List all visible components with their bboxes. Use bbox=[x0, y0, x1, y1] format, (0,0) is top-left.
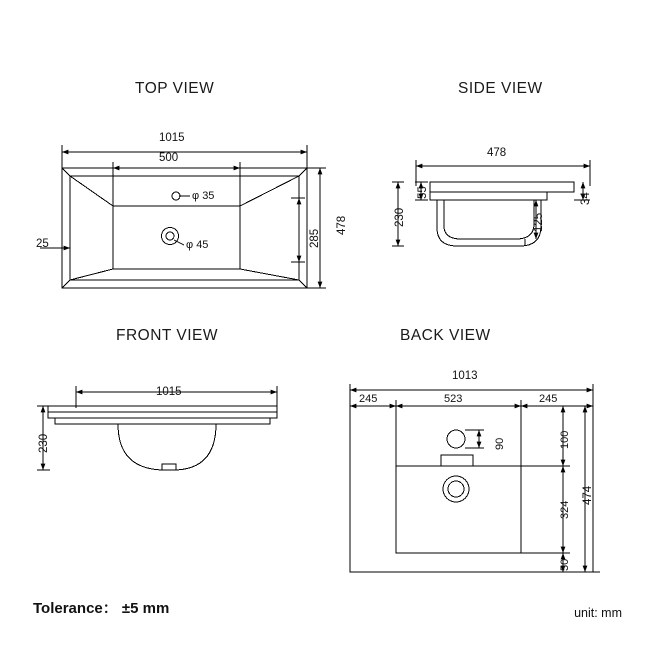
top-view-dimensions bbox=[40, 145, 326, 288]
back-view-top-to-hole-label: 100 bbox=[559, 430, 571, 449]
back-view-left-margin-label: 245 bbox=[359, 393, 378, 405]
side-view-geometry bbox=[430, 182, 574, 246]
top-view-large-hole-label: φ 45 bbox=[186, 239, 209, 251]
top-view-small-hole-label: φ 35 bbox=[192, 190, 215, 202]
top-view-depth-overall-label: 478 bbox=[336, 215, 348, 235]
side-view-depth-label: 478 bbox=[487, 147, 507, 159]
back-view-hole-dia-label: 90 bbox=[494, 437, 506, 450]
top-view-depth-inner-label: 285 bbox=[309, 228, 321, 248]
front-view-dimensions bbox=[37, 386, 277, 470]
side-view-title: SIDE VIEW bbox=[458, 80, 543, 97]
side-view-edge-label: 34 bbox=[580, 192, 592, 205]
back-view-dimensions bbox=[350, 384, 600, 572]
front-view-geometry bbox=[48, 406, 277, 470]
top-view-title: TOP VIEW bbox=[135, 80, 215, 97]
side-view-height-label: 230 bbox=[394, 207, 406, 227]
front-view-height-label: 230 bbox=[38, 433, 50, 453]
back-view-title: BACK VIEW bbox=[400, 327, 491, 344]
front-view-title: FRONT VIEW bbox=[116, 327, 219, 344]
back-view-height-label: 474 bbox=[582, 485, 594, 505]
back-view-center-width-label: 523 bbox=[444, 393, 463, 405]
side-view-rim-height-label: 55 bbox=[417, 186, 429, 199]
back-view-bottom-label: 50 bbox=[559, 558, 571, 571]
front-view-width-label: 1015 bbox=[156, 386, 182, 398]
back-view-mid-height-label: 324 bbox=[559, 500, 571, 519]
top-view-width-inner-label: 500 bbox=[159, 152, 179, 164]
back-view-geometry bbox=[350, 406, 593, 572]
back-view-width-label: 1013 bbox=[452, 370, 478, 382]
unit-note: unit: mm bbox=[574, 606, 622, 620]
side-view-bowl-depth-label: 125 bbox=[533, 212, 545, 232]
top-view-width-overall-label: 1015 bbox=[159, 132, 185, 144]
side-view-dimensions bbox=[392, 160, 590, 246]
back-view-right-margin-label: 245 bbox=[539, 393, 558, 405]
top-view-geometry bbox=[62, 168, 307, 288]
tolerance-note: Tolerance： ±5 mm bbox=[33, 600, 170, 617]
top-view-rim-left-label: 25 bbox=[36, 238, 49, 250]
